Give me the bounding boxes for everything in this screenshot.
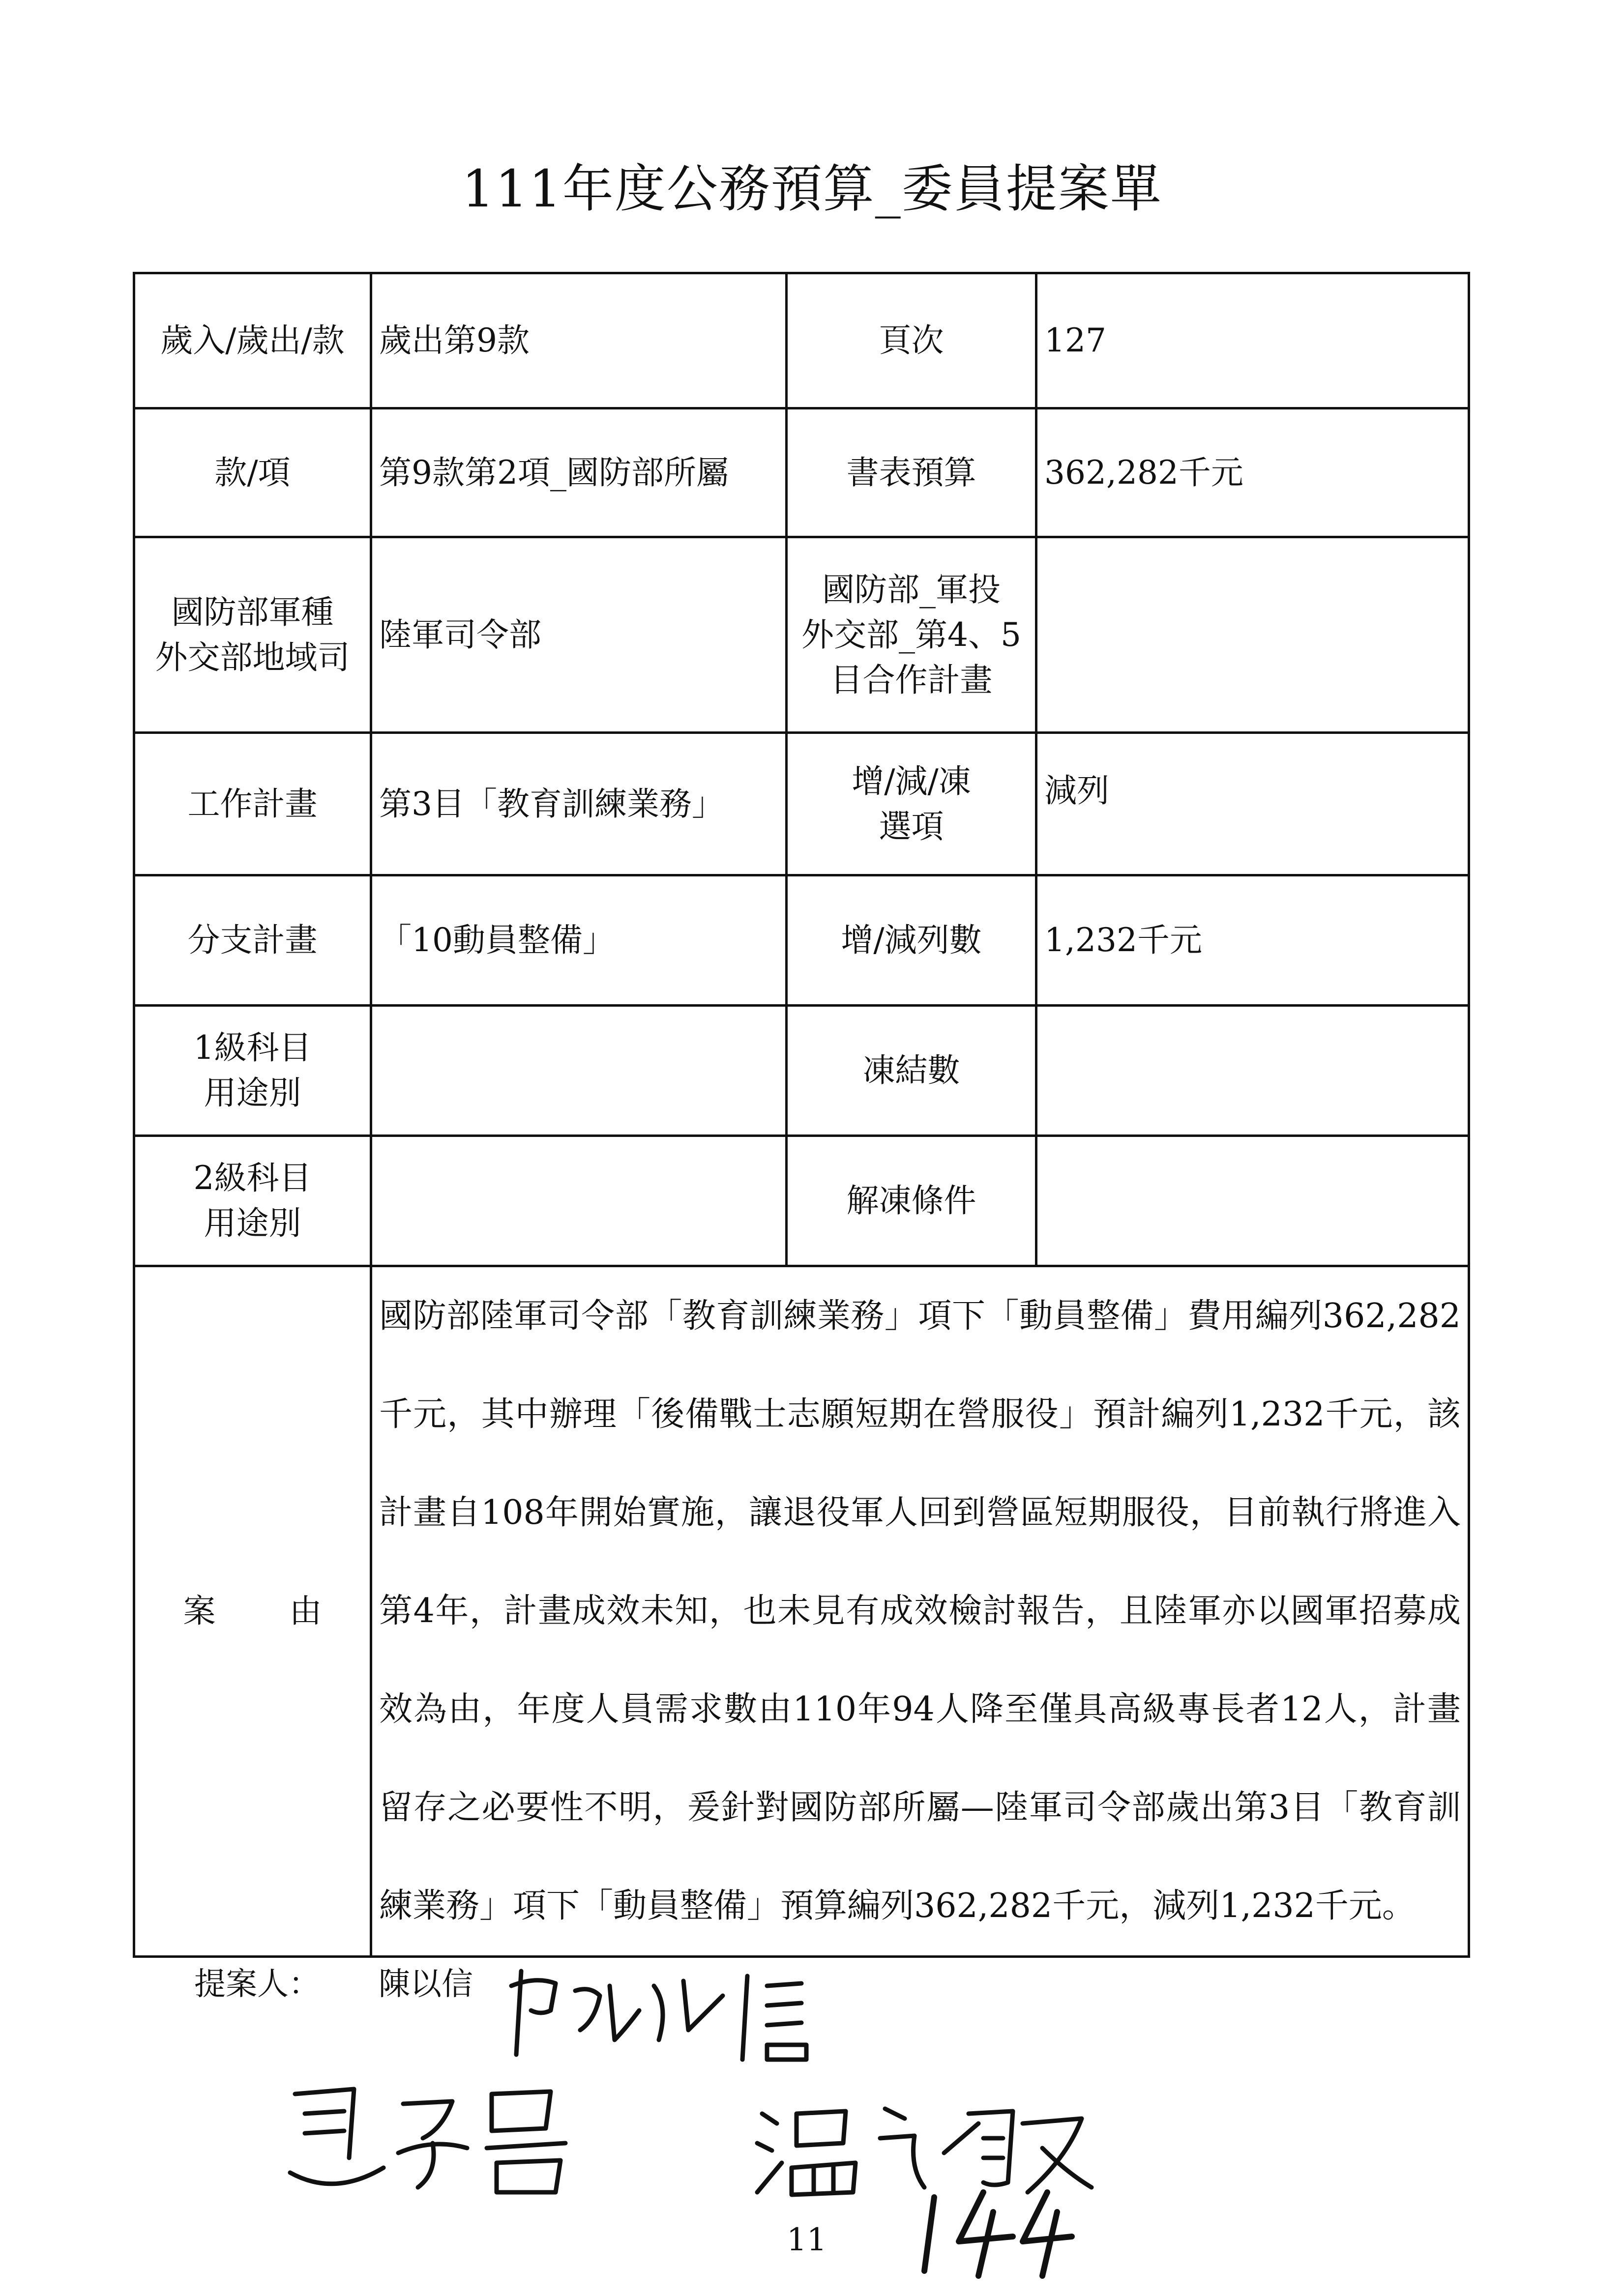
form-row-category [134, 273, 1469, 408]
page-title: 111年度公務預算_委員提案單 [462, 159, 1162, 219]
label-branch-plan: 分支計畫 [134, 875, 371, 1006]
label-cooperation-line1: 國防部_軍投 [822, 570, 1001, 609]
label-adjust-line1: 增/減/凍 [852, 762, 971, 800]
label-adjust-amount: 增/減列數 [787, 875, 1036, 1006]
label-unfreeze-condition: 解凍條件 [787, 1136, 1036, 1266]
label-cooperation-line2: 外交部_第4、5 [801, 615, 1021, 654]
value-cooperation-plan [1036, 537, 1469, 733]
value-adjust-amount: 1,232千元 [1036, 875, 1469, 1006]
form-row-section [134, 408, 1469, 537]
label-unit [134, 537, 371, 733]
form-row-unit [134, 537, 1469, 733]
label-frozen-amount: 凍結數 [787, 1006, 1036, 1136]
value-budget: 362,282千元 [1036, 408, 1469, 537]
value-branch-plan: 「10動員整備」 [371, 875, 787, 1006]
label-level2-subject [134, 1136, 371, 1266]
label-page: 頁次 [787, 273, 1036, 408]
label-reason-char1: 案 [183, 1592, 216, 1630]
proposal-form-table [133, 272, 1470, 1958]
label-level1-line1: 1級科目 [193, 1029, 312, 1067]
reason-text: 國防部陸軍司令部「教育訓練業務」項下「動員整備」費用編列362,282千元，其中辦理「後備戰士志願短期在營服役」預計編列1,232千元，該計畫自108年開始實施，讓退役軍人回到營區短期服役，目前執行將進入第4年，計畫成效未知，也未見有成效檢討報告，且陸軍亦以國軍招募成效為由，年度人員需求數由110年94人降至僅具高級專長者12人，計畫留存之必要性不明，爰針對國防部所屬—陸軍司令部歲出第3目「教育訓練業務」項下「動員整備」預算編列362,282千元，減列1,232千元。 [379, 1297, 1461, 1925]
label-adjust-line2: 選項 [879, 807, 944, 845]
label-cooperation-plan [787, 537, 1036, 733]
reason-text-cell [371, 1266, 1469, 1957]
value-unfreeze-condition [1036, 1136, 1469, 1266]
value-work-plan: 第3目「教育訓練業務」 [371, 733, 787, 875]
label-category: 歲入/歲出/款 [134, 273, 371, 408]
value-section: 第9款第2項_國防部所屬 [371, 408, 787, 537]
signature-ma-wen-chun [275, 2074, 610, 2202]
label-level2-line2: 用途別 [204, 1204, 301, 1242]
value-frozen-amount [1036, 1006, 1469, 1136]
value-category: 歲出第9款 [371, 273, 787, 408]
form-row-level2-subject [134, 1136, 1469, 1266]
label-level1-line2: 用途別 [204, 1074, 301, 1112]
label-cooperation-line3: 目合作計畫 [830, 661, 993, 699]
proposer-label: 提案人： [194, 1966, 320, 2003]
label-unit-line1: 國防部軍種 [171, 593, 334, 631]
value-page: 127 [1036, 273, 1469, 408]
value-level2-subject [371, 1136, 787, 1266]
value-level1-subject [371, 1006, 787, 1136]
label-budget: 書表預算 [787, 408, 1036, 537]
form-row-branch-plan [134, 875, 1469, 1006]
label-level2-line1: 2級科目 [193, 1159, 312, 1197]
label-reason-char2: 由 [289, 1592, 322, 1630]
label-reason [134, 1266, 371, 1957]
value-adjust-option: 減列 [1036, 733, 1469, 875]
label-section: 款/項 [134, 408, 371, 537]
form-row-reason [134, 1266, 1469, 1957]
page-number: 11 [787, 2222, 827, 2258]
label-adjust-option [787, 733, 1036, 875]
form-row-level1-subject [134, 1006, 1469, 1136]
proposer-name: 陳以信 [379, 1966, 473, 2003]
value-unit: 陸軍司令部 [371, 537, 787, 733]
label-unit-line2: 外交部地域司 [155, 638, 350, 676]
label-level1-subject [134, 1006, 371, 1136]
handwritten-number-144 [915, 2182, 1077, 2281]
signature-chen-yi-hsin [492, 1956, 816, 2069]
form-row-work-plan [134, 733, 1469, 875]
label-work-plan: 工作計畫 [134, 733, 371, 875]
